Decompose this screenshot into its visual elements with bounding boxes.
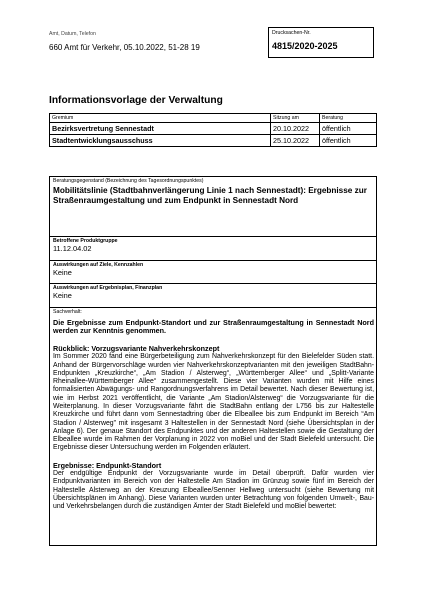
gegenstand-section: [50, 177, 376, 237]
finanz-value: Keine: [53, 291, 72, 300]
produktgruppe-label: Betroffene Produktgruppe: [53, 238, 118, 244]
ziele-label: Auswirkungen auf Ziele, Kennzahlen: [53, 262, 144, 268]
beratung-cell: öffentlich: [320, 123, 377, 135]
amt-line: 660 Amt für Verkehr, 05.10.2022, 51-28 19: [49, 43, 200, 52]
col-beratung: Beratung: [320, 114, 377, 123]
gremium-cell: Stadtentwicklungsausschuss: [50, 135, 271, 147]
intro-text: Die Ergebnisse zum Endpunkt-Standort und zur Straßenraumgestaltung in Sennestadt Nord werden zur Kenntnis genommen.: [53, 318, 374, 336]
finanz-label: Auswirkungen auf Ergebnisplan, Finanzplan: [53, 285, 163, 291]
drucksache-label: Drucksachen-Nr.: [272, 30, 311, 36]
sitzung-cell: 20.10.2022: [271, 123, 320, 135]
gremium-table-header: [50, 114, 377, 123]
table-row: [50, 123, 377, 135]
table-row: [50, 135, 377, 147]
ziele-section: [50, 261, 376, 284]
produktgruppe-section: [50, 237, 376, 261]
produktgruppe-value: 11.12.04.02: [53, 244, 92, 253]
section-heading: Rückblick: Vorzugsvariante Nahverkehrskonzept: [53, 343, 220, 353]
beratung-cell: öffentlich: [320, 135, 377, 147]
vorlage-box: [49, 176, 377, 546]
gegenstand-label: Beratungsgegenstand (Bezeichnung des Tagesordnungspunktes): [53, 178, 204, 184]
section-paragraph: Im Sommer 2020 fand eine Bürgerbeteiligung zum Nahverkehrskonzept für den Bielefelder Süden statt. Anhand der Bürgervorschläge wurden vier Nahverkehrskonzeptvarianten mit den jeweiligen StadtBahn-Endpunkten „Kreuzkirche“, „Am Stadion / Alsterweg“, „Württemberger Allee“ und „Splitt-Variante Rheinallee-Württemberger Allee“ zusammengestellt. Diese vier Varianten wurden mit Hilfe eines formalisierten Abwägungs- und Rangordnungsverfahrens im Detail bewertet. Nach dieser Bewertung ist, wie im Herbst 2021 veröffentlicht, die Variante „Am Stadion/Alsterweg“ die Vorzugsvariante für die Weiterplanung. In dieser Vorzugsvariante fährt die StadtBahn entlang der L756 bis zur Haltestelle Kreuzkirche und führt dann vom Sennestadtring über die Elbeallee bis zum Endpunkt im Bereich “Am Stadion / Alsterweg” mit insgesamt 3 Haltestellen in der Sennestadt Nord (siehe Übersichtsplan in der Anlage 6). Der genaue Standort des Endpunktes und der anderen Haltestellen sowie die Gestaltung der Elbeallee wurde im Rahmen der Vorplanung in 2022 von moBiel und der Stadt Bielefeld untersucht. Die Ergebnisse dieser Untersuchung werden im Folgenden erläutert.: [53, 353, 374, 452]
page-title: Informationsvorlage der Verwaltung: [49, 95, 223, 106]
gremium-table: [49, 113, 377, 147]
gremium-cell: Bezirksvertretung Sennestadt: [50, 123, 271, 135]
gegenstand-text: Mobilitätslinie (Stadtbahnverlängerung Linie 1 nach Sennestadt): Ergebnisse zur Straßenraumgestaltung und zum Endpunkt in Sennestadt Nord: [53, 186, 367, 205]
drucksache-box: [268, 27, 374, 58]
ziele-value: Keine: [53, 268, 72, 277]
section-heading: Ergebnisse: Endpunkt-Standort: [53, 460, 162, 470]
amt-datum-label: Amt, Datum, Telefon: [49, 31, 96, 37]
col-gremium: Gremium: [50, 114, 271, 123]
sachverhalt-section: [53, 309, 374, 512]
sachverhalt-label: Sachverhalt:: [53, 309, 82, 315]
section-paragraph: Der endgültige Endpunkt der Vorzugsvariante wurde im Detail überprüft. Dafür wurden vier Endpunktvarianten im Bereich von der Haltestelle Am Stadion im Grünzug sowie fünf im Bereich der Haltestelle Alsterweg an der Kreuzung Elbeallee/Senner Hellweg untersucht (siehe Bewertung mit Übersichtsplänen im Anhang). Diese Varianten wurden unter Betrachtung von folgenden Umwelt-, Bau- und Verkehrsbelangen durch die zuständigen Ämter der Stadt Bielefeld und moBiel bewertet:: [53, 470, 374, 511]
drucksache-number: 4815/2020-2025: [272, 41, 338, 51]
col-sitzung: Sitzung am: [271, 114, 320, 123]
sitzung-cell: 25.10.2022: [271, 135, 320, 147]
finanz-section: [50, 284, 376, 308]
